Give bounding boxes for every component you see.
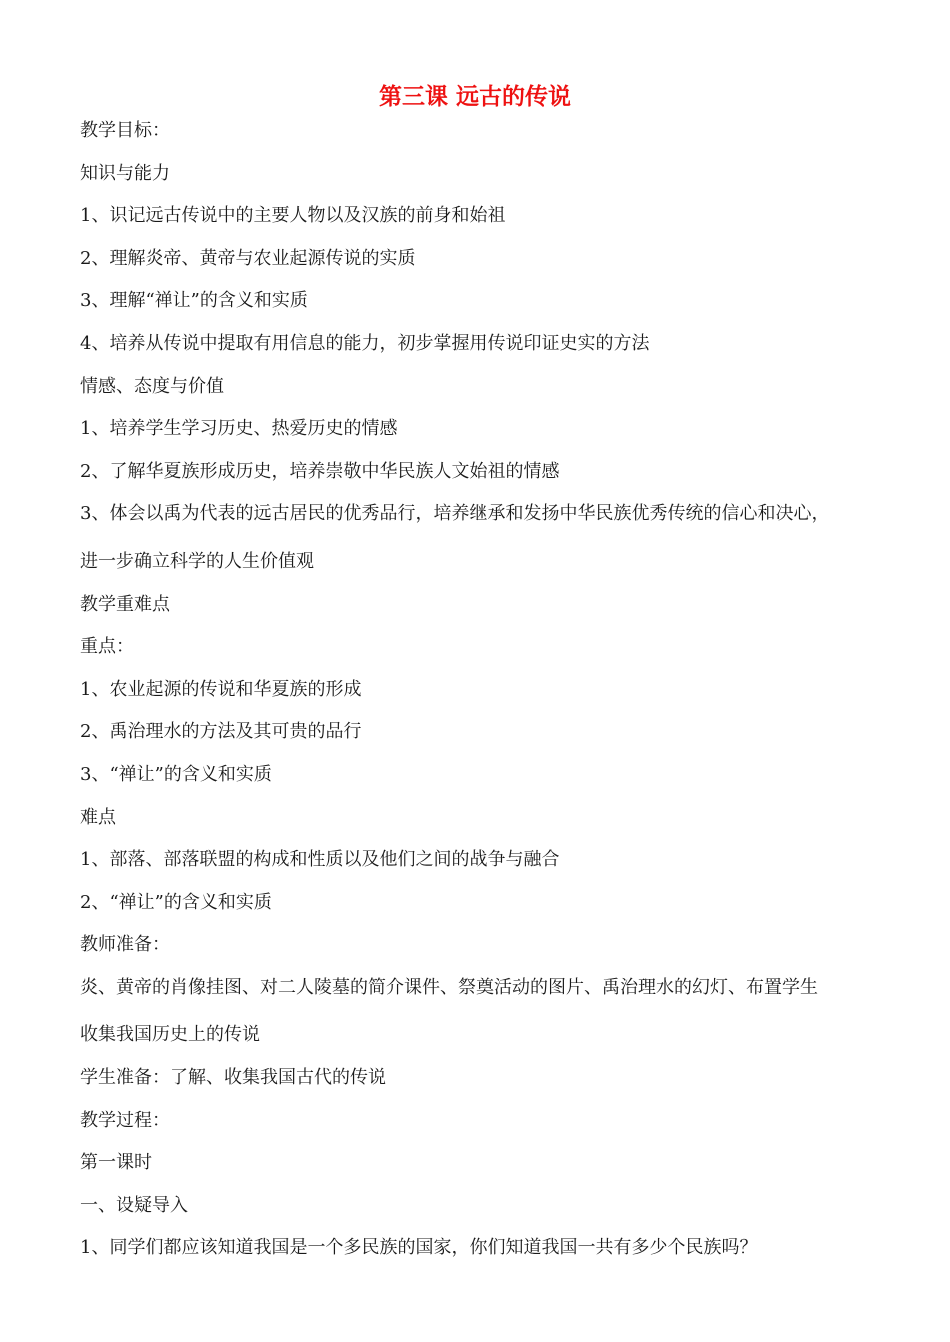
paragraph-teaching-goals: 教学目标： xyxy=(80,120,170,141)
heading-teaching-process: 教学过程： xyxy=(80,1109,170,1131)
list-item: 3、体会以禹为代表的远古居民的优秀品行，培养继承和发扬中华民族优秀传统的信心和决心， xyxy=(80,503,830,525)
list-item: 4、培养从传说中提取有用信息的能力，初步掌握用传说印证史实的方法 xyxy=(80,332,650,354)
document-body xyxy=(80,110,880,1270)
heading-emotion-values: 情感、态度与价值 xyxy=(80,375,224,397)
paragraph-student-prep: 学生准备：了解、收集我国古代的传说 xyxy=(80,1067,386,1089)
list-item: 2、“禅让”的含义和实质 xyxy=(80,891,272,913)
heading-intro: 一、设疑导入 xyxy=(80,1194,188,1216)
list-item: 1、识记远古传说中的主要人物以及汉族的前身和始祖 xyxy=(80,205,506,227)
list-item: 3、理解“禅让”的含义和实质 xyxy=(80,290,308,312)
list-item: 1、部落、部落联盟的构成和性质以及他们之间的战争与融合 xyxy=(80,849,560,871)
heading-first-lesson: 第一课时 xyxy=(80,1152,152,1174)
list-item: 3、“禅让”的含义和实质 xyxy=(80,763,272,785)
paragraph-teacher-prep: 炎、黄帝的肖像挂图、对二人陵墓的简介课件、祭奠活动的图片、禹治理水的幻灯、布置学生 xyxy=(80,976,818,998)
paragraph-teacher-prep-continued: 收集我国历史上的传说 xyxy=(80,1024,260,1046)
list-item: 1、培养学生学习历史、热爱历史的情感 xyxy=(80,418,398,440)
heading-focus: 重点： xyxy=(80,636,134,658)
page-title: 第三课 远古的传说 xyxy=(378,84,571,110)
heading-teacher-prep: 教师准备： xyxy=(80,934,170,956)
list-item-continued: 进一步确立科学的人生价值观 xyxy=(80,550,314,572)
list-item: 2、了解华夏族形成历史，培养崇敬中华民族人文始祖的情感 xyxy=(80,460,560,482)
heading-difficulties: 难点 xyxy=(80,806,116,828)
list-item: 2、禹治理水的方法及其可贵的品行 xyxy=(80,721,362,743)
list-item: 1、农业起源的传说和华夏族的形成 xyxy=(80,678,362,700)
heading-key-points: 教学重难点 xyxy=(80,593,170,615)
heading-knowledge-ability: 知识与能力 xyxy=(80,162,170,184)
list-item: 1、同学们都应该知道我国是一个多民族的国家，你们知道我国一共有多少个民族吗？ xyxy=(80,1237,758,1259)
list-item: 2、理解炎帝、黄帝与农业起源传说的实质 xyxy=(80,247,416,269)
